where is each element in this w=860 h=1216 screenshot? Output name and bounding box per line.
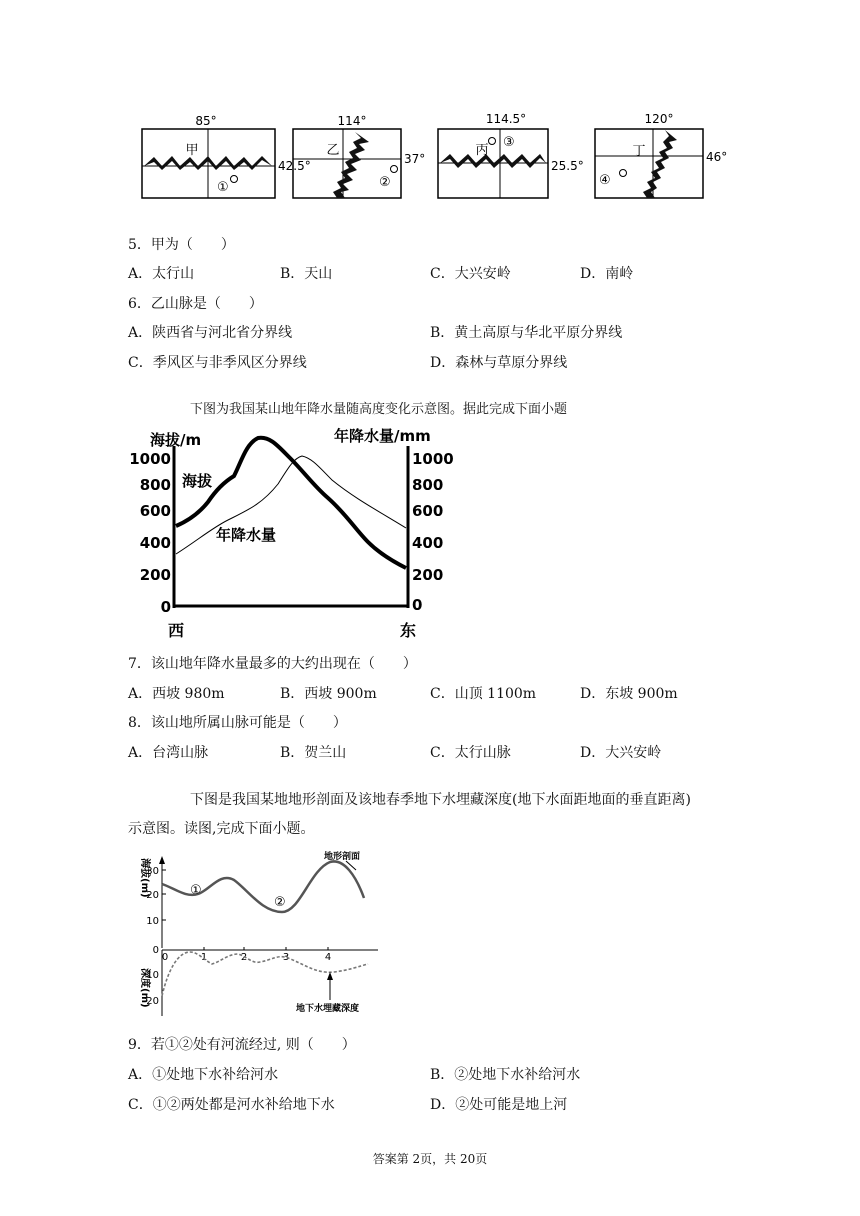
q8-option-a[interactable]: A．台湾山脉	[128, 745, 209, 761]
precipitation-curve	[176, 456, 406, 554]
left-tick: 600	[139, 502, 171, 520]
left-axis-title: 海拔/m	[150, 431, 202, 449]
q9-option-b[interactable]: B．②处地下水补给河水	[430, 1067, 581, 1083]
question-7-stem: 7．该山地年降水量最多的大约出现在（ ）	[128, 656, 417, 672]
intro-paragraph-2-line-1: 下图是我国某地地形剖面及该地春季地下水埋藏深度(地下水面距地面的垂直距离)	[190, 792, 691, 808]
groundwater-depth-label: 地下水埋藏深度	[296, 1004, 360, 1014]
left-tick: 1000	[129, 450, 171, 468]
right-tick: 800	[412, 476, 444, 494]
map-right-label: 42.5°	[278, 159, 311, 173]
intro-paragraph-2-line-2: 示意图。读图,完成下面小题。	[128, 821, 315, 837]
q6-option-a[interactable]: A．陕西省与河北省分界线	[128, 325, 293, 341]
lower-tick: 10	[146, 970, 159, 981]
map-right-label: 37°	[404, 152, 426, 166]
right-tick: 0	[412, 596, 423, 614]
left-tick: 0	[160, 598, 171, 616]
question-9-stem: 9．若①②处有河流经过, 则（ ）	[128, 1037, 356, 1053]
question-6-stem: 6．乙山脉是（ ）	[128, 296, 263, 312]
q9-option-d[interactable]: D．②处可能是地上河	[430, 1097, 568, 1113]
left-tick: 200	[139, 566, 171, 584]
question-8-stem: 8．该山地所属山脉可能是（ ）	[128, 715, 347, 731]
map-name: 丁	[632, 144, 646, 159]
map-marker: ④	[599, 173, 611, 188]
lower-tick: 0	[152, 945, 159, 956]
x-tick: 4	[324, 952, 332, 963]
q5-option-d[interactable]: D．南岭	[580, 266, 634, 282]
map-top-label: 120°	[644, 112, 674, 126]
right-tick: 600	[412, 502, 444, 520]
right-axis-title: 年降水量/mm	[334, 427, 431, 445]
q5-option-c[interactable]: C．大兴安岭	[430, 266, 511, 282]
page-footer: 答案第 2页，共 20页	[372, 1152, 488, 1166]
map-marker: ③	[503, 135, 515, 150]
groundwater-depth-curve	[162, 952, 368, 996]
map-yi	[293, 114, 425, 198]
map-top-label: 114.5°	[485, 112, 527, 126]
q6-option-c[interactable]: C．季风区与非季风区分界线	[128, 355, 307, 371]
right-tick: 200	[412, 566, 444, 584]
map-bing	[438, 112, 584, 198]
q9-option-c[interactable]: C．①②两处都是河水补给地下水	[128, 1097, 335, 1113]
right-ticks	[412, 450, 454, 614]
map-name: 乙	[326, 143, 340, 158]
map-jia	[142, 114, 311, 198]
q6-option-d[interactable]: D．森林与草原分界线	[430, 355, 568, 371]
question-5-stem: 5．甲为（ ）	[128, 237, 235, 253]
map-top-label: 85°	[195, 114, 217, 128]
map-marker: ②	[379, 175, 391, 190]
map-name: 丙	[475, 143, 489, 158]
q5-option-b[interactable]: B．天山	[280, 266, 333, 282]
upper-tick: 10	[146, 916, 159, 927]
map-marker: ①	[217, 180, 229, 195]
x-right-label: 东	[400, 621, 417, 640]
upper-tick: 30	[146, 866, 159, 877]
elevation-precipitation-chart	[128, 424, 458, 642]
q7-option-c[interactable]: C．山顶 1100m	[430, 686, 537, 702]
x-tick: 2	[240, 952, 248, 963]
intro-paragraph-1: 下图为我国某山地年降水量随高度变化示意图。据此完成下面小题	[190, 402, 568, 417]
x-tick: 1	[200, 952, 208, 963]
point-2-label: ②	[274, 895, 286, 910]
x-tick: 0	[161, 952, 169, 963]
q5-option-a[interactable]: A．太行山	[128, 266, 195, 282]
left-tick: 800	[139, 476, 171, 494]
elevation-curve-label: 海拔	[182, 472, 213, 490]
left-ticks	[129, 450, 171, 616]
q6-option-b[interactable]: B．黄土高原与华北平原分界线	[430, 325, 623, 341]
map-ding	[595, 112, 727, 198]
q8-option-c[interactable]: C．太行山脉	[430, 745, 511, 761]
upper-ticks	[146, 866, 159, 927]
q8-option-d[interactable]: D．大兴安岭	[580, 745, 662, 761]
point-1-label: ①	[190, 883, 202, 898]
lower-tick: 20	[146, 996, 159, 1007]
terrain-groundwater-chart	[128, 850, 388, 1020]
right-tick: 400	[412, 534, 444, 552]
map-name: 甲	[185, 143, 199, 158]
terrain-profile-label: 地形剖面	[324, 852, 361, 862]
lower-ticks	[146, 945, 159, 1007]
left-tick: 400	[139, 534, 171, 552]
map-right-label: 25.5°	[551, 159, 584, 173]
x-left-label: 西	[168, 621, 185, 640]
precipitation-curve-label: 年降水量	[216, 526, 277, 544]
q9-option-a[interactable]: A．①处地下水补给河水	[128, 1067, 279, 1083]
x-tick: 3	[282, 952, 290, 963]
map-right-label: 46°	[706, 150, 728, 164]
q8-option-b[interactable]: B．贺兰山	[280, 745, 347, 761]
elevation-curve	[176, 438, 406, 568]
map-top-label: 114°	[337, 114, 367, 128]
upper-tick: 20	[146, 890, 159, 901]
q7-option-d[interactable]: D．东坡 900m	[580, 686, 678, 702]
q7-option-b[interactable]: B．西坡 900m	[280, 686, 377, 702]
right-tick: 1000	[412, 450, 454, 468]
q7-option-a[interactable]: A．西坡 980m	[128, 686, 225, 702]
lower-axis-title: 深度(m)	[139, 968, 150, 1008]
upper-axis-title: 海拔(m)	[139, 858, 150, 898]
mountain-maps	[130, 108, 750, 204]
